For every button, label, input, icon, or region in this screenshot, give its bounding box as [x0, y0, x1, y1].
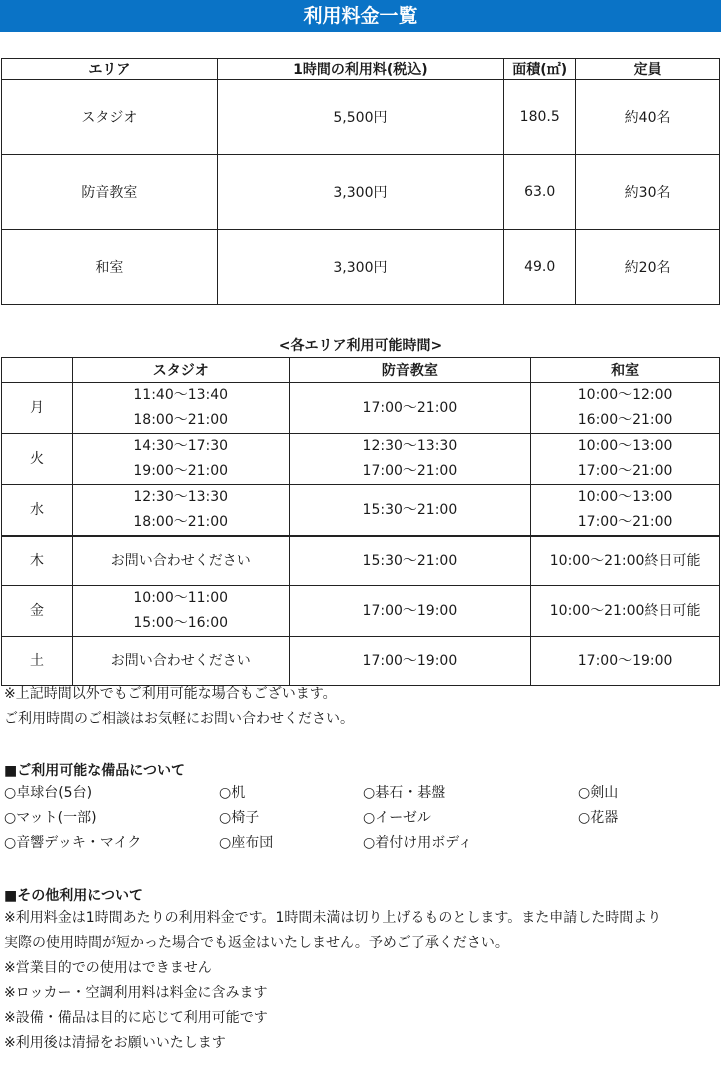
fee-area: 防音教室 [2, 155, 218, 230]
fee-size: 180.5 [504, 80, 576, 155]
fee-capacity: 約40名 [576, 80, 720, 155]
washitsu-time-cell [531, 586, 720, 637]
time-slot: 17:00～21:00 [577, 514, 673, 530]
other-heading: ■その他利用について [4, 888, 143, 904]
studio-time-cell [72, 637, 289, 686]
equipment-row [4, 832, 719, 857]
fee-header-price: 1時間の利用料(税込) [217, 59, 504, 80]
fee-area: スタジオ [2, 80, 218, 155]
time-slot: 17:00～19:00 [362, 602, 458, 619]
page-title: 利用料金一覧 [0, 0, 721, 32]
time-slot: 10:00～11:00 [133, 590, 229, 606]
studio-time-cell [72, 586, 289, 637]
availability-table [1, 357, 720, 686]
equipment-item: ○碁石・碁盤 [363, 785, 446, 801]
note-line: ※上記時間以外でもご利用可能な場合もございます。 [4, 686, 337, 702]
time-slot: 10:00～13:00 [577, 489, 673, 505]
fee-price: 5,500円 [217, 80, 504, 155]
time-slot: 19:00～21:00 [133, 463, 229, 479]
fee-capacity: 約20名 [576, 230, 720, 305]
equipment-item: ○マット(一部) [4, 810, 97, 826]
washitsu-time-cell [531, 536, 720, 586]
fee-area: 和室 [2, 230, 218, 305]
time-slot: 10:00～21:00終日可能 [549, 602, 701, 619]
time-slot: お問い合わせください [110, 652, 251, 669]
availability-header-washitsu: 和室 [531, 358, 720, 383]
day-cell: 月 [2, 383, 73, 434]
washitsu-time-cell [531, 434, 720, 485]
time-slot: 17:00～19:00 [577, 652, 673, 669]
other-line: ※営業目的での使用はできません [4, 960, 212, 976]
time-slot: 15:30～21:00 [362, 552, 458, 569]
soundproof-time-cell [289, 586, 531, 637]
day-cell: 木 [2, 536, 73, 586]
table-row [2, 485, 720, 537]
equipment-item: ○机 [219, 785, 246, 801]
time-slot: 17:00～21:00 [362, 399, 458, 416]
availability-header-day [2, 358, 73, 383]
availability-header-soundproof: 防音教室 [289, 358, 531, 383]
day-cell: 土 [2, 637, 73, 686]
equipment-row [4, 782, 719, 807]
time-slot: 17:00～21:00 [577, 463, 673, 479]
table-row [2, 230, 720, 305]
table-row [2, 586, 720, 637]
equipment-item: ○卓球台(5台) [4, 785, 93, 801]
time-slot: 18:00～21:00 [133, 514, 229, 530]
other-notes [4, 906, 661, 1056]
table-row [2, 155, 720, 230]
time-slot: 17:00～21:00 [362, 463, 458, 479]
fee-header-size: 面積(㎡) [504, 59, 576, 80]
studio-time-cell [72, 434, 289, 485]
fee-price: 3,300円 [217, 230, 504, 305]
table-row [2, 434, 720, 485]
studio-time-cell [72, 536, 289, 586]
equipment-item: ○イーゼル [363, 810, 431, 826]
soundproof-time-cell [289, 485, 531, 537]
fee-capacity: 約30名 [576, 155, 720, 230]
soundproof-time-cell [289, 434, 531, 485]
equipment-row [4, 807, 719, 832]
equipment-item: ○音響デッキ・マイク [4, 835, 142, 851]
availability-header-studio: スタジオ [72, 358, 289, 383]
time-slot: 16:00～21:00 [577, 412, 673, 428]
equipment-list [4, 782, 719, 857]
time-slot: 15:30～21:00 [362, 501, 458, 518]
time-slot: 10:00～12:00 [577, 387, 673, 403]
equipment-item: ○椅子 [219, 810, 260, 826]
time-slot: 17:00～19:00 [362, 652, 458, 669]
time-slot: 15:00～16:00 [133, 615, 229, 631]
fee-table-header-row [2, 59, 720, 80]
other-line: 実際の使用時間が短かった場合でも返金はいたしません。予めご了承ください。 [4, 935, 509, 951]
other-line: ※ロッカー・空調利用料は料金に含みます [4, 985, 268, 1001]
other-line: ※設備・備品は目的に応じて利用可能です [4, 1010, 268, 1026]
availability-header-row [2, 358, 720, 383]
washitsu-time-cell [531, 637, 720, 686]
day-cell: 金 [2, 586, 73, 637]
availability-notes [4, 682, 354, 732]
fee-price: 3,300円 [217, 155, 504, 230]
studio-time-cell [72, 383, 289, 434]
studio-time-cell [72, 485, 289, 537]
fee-size: 63.0 [504, 155, 576, 230]
time-slot: 18:00～21:00 [133, 412, 229, 428]
time-slot: 10:00～13:00 [577, 438, 673, 454]
equipment-item: ○着付け用ボディ [363, 835, 473, 851]
washitsu-time-cell [531, 383, 720, 434]
washitsu-time-cell [531, 485, 720, 537]
day-cell: 水 [2, 485, 73, 537]
fee-table [1, 58, 720, 305]
soundproof-time-cell [289, 637, 531, 686]
table-row [2, 536, 720, 586]
other-line: ※利用後は清掃をお願いいたします [4, 1035, 226, 1051]
equipment-heading: ■ご利用可能な備品について [4, 763, 185, 779]
soundproof-time-cell [289, 383, 531, 434]
time-slot: 12:30～13:30 [362, 438, 458, 454]
time-slot: 12:30～13:30 [133, 489, 229, 505]
fee-header-capacity: 定員 [576, 59, 720, 80]
table-row [2, 637, 720, 686]
note-line: ご利用時間のご相談はお気軽にお問い合わせください。 [4, 711, 354, 727]
availability-title: <各エリア利用可能時間> [278, 338, 443, 354]
fee-header-area: エリア [2, 59, 218, 80]
other-line: ※利用料金は1時間あたりの利用料金です。1時間未満は切り上げるものとします。また申請した時間より [4, 910, 662, 926]
soundproof-time-cell [289, 536, 531, 586]
equipment-item: ○座布団 [219, 835, 274, 851]
table-row [2, 80, 720, 155]
time-slot: 10:00～21:00終日可能 [549, 552, 701, 569]
time-slot: 11:40～13:40 [133, 387, 229, 403]
equipment-item: ○花器 [578, 810, 619, 826]
time-slot: 14:30～17:30 [133, 438, 229, 454]
equipment-item: ○剣山 [578, 785, 619, 801]
table-row [2, 383, 720, 434]
time-slot: お問い合わせください [110, 552, 251, 569]
day-cell: 火 [2, 434, 73, 485]
fee-size: 49.0 [504, 230, 576, 305]
